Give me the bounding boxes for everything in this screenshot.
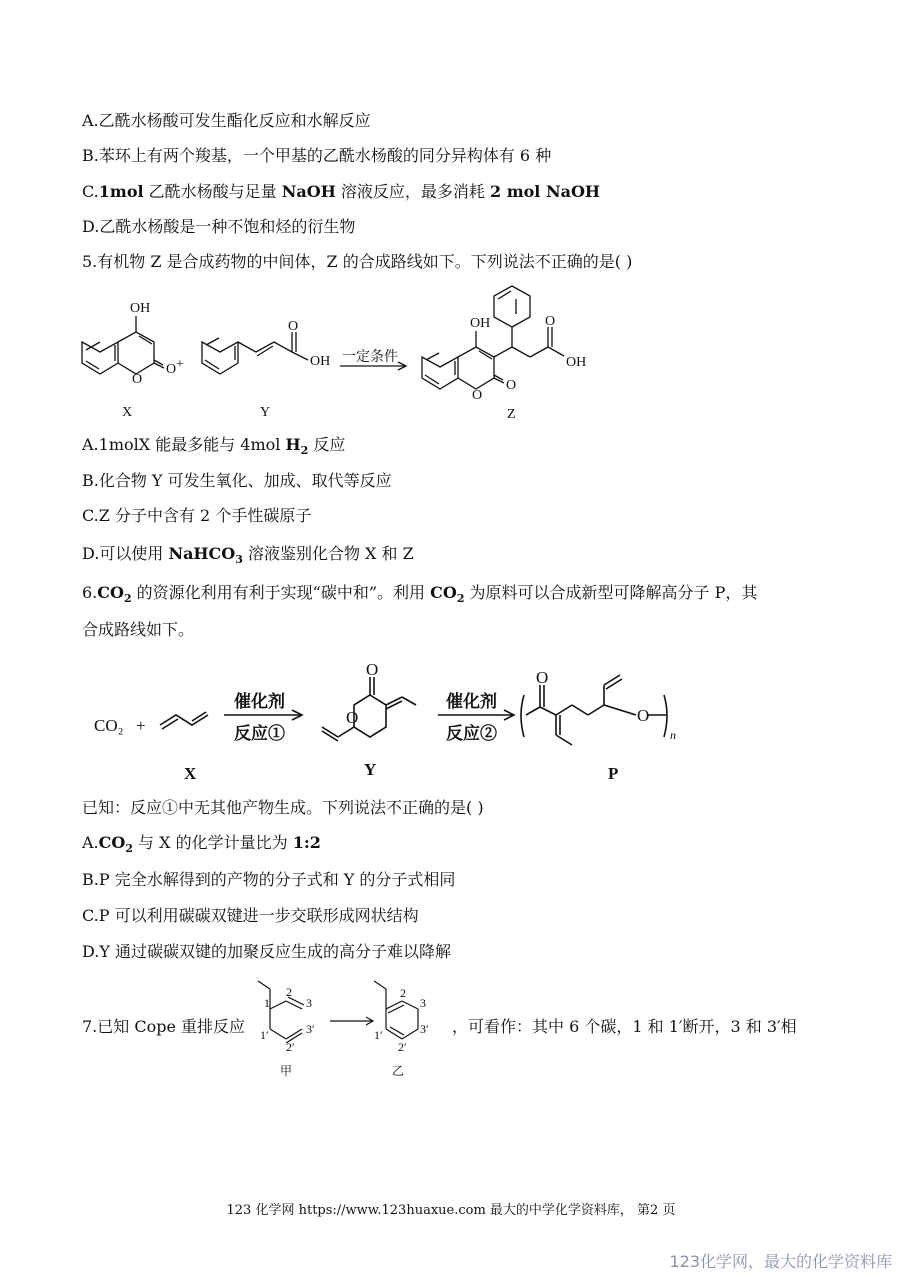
q4-option-d: D.乙酰水杨酸是一种不饱和烃的衍生物 [82, 217, 356, 236]
q5-a-post: 反应 [308, 435, 346, 454]
q4-option-a: A.乙酰水杨酸可发生酯化反应和水解反应 [82, 111, 371, 130]
q4-c-naoh: NaOH [281, 182, 336, 201]
watermark: 123化学网，最大的化学资料库 [669, 1252, 892, 1271]
co2-label: CO₂ [94, 716, 124, 735]
q5-option-d [82, 543, 414, 571]
x-ring-o: O [132, 372, 143, 387]
q5-option-a [82, 434, 345, 462]
q4-c-mid: 乙酰水杨酸与足量 [143, 182, 282, 201]
q6-a-co2: CO [98, 833, 126, 852]
label-yi: 乙 [392, 1064, 405, 1078]
plus-sign: + [136, 716, 146, 735]
q6-option-d: D.Y 通过碳碳双键的加聚反应生成的高分子难以降解 [82, 942, 451, 961]
right-n3p: 3′ [420, 1022, 429, 1036]
q6-co2-b: CO [430, 583, 457, 602]
q6-a-ratio: 1:2 [292, 833, 321, 852]
y-oh-label: OH [310, 354, 331, 369]
y-carbonyl-o: O [288, 319, 299, 334]
q6-a-mid: 与 X 的化学计量比为 [132, 833, 293, 852]
label-jia: 甲 [280, 1064, 293, 1078]
p-ether-o: O [637, 706, 650, 725]
right-n3: 3 [420, 996, 426, 1010]
q4-option-b: B.苯环上有两个羧基，一个甲基的乙酰水杨酸的同分异构体有 6 种 [82, 146, 552, 165]
y-ring-o: O [346, 708, 359, 727]
q5-option-b: B.化合物 Y 可发生氧化、加成、取代等反应 [82, 471, 392, 490]
right-n2p: 2′ [398, 1040, 407, 1054]
q6-co2-b-sub: 2 [456, 592, 465, 606]
q7-stem-pre: 7.已知 Cope 重排反应 [82, 1017, 246, 1036]
q6-known: 已知：反应①中无其他产物生成。下列说法不正确的是( ) [82, 798, 484, 817]
plus-sign: + [176, 357, 184, 372]
label-y: Y [364, 760, 377, 779]
q5-d-sub: 3 [235, 553, 243, 567]
q4-c-mid2: 溶液反应，最多消耗 [335, 182, 490, 201]
q6-option-b: B.P 完全水解得到的产物的分子式和 Y 的分子式相同 [82, 870, 456, 889]
left-n3: 3 [306, 996, 312, 1010]
reaction-condition: 一定条件 [342, 350, 398, 365]
q6-a-sub: 2 [125, 842, 133, 856]
q6-stem-line2: 合成路线如下。 [82, 620, 195, 639]
q7-cope-scheme [250, 975, 450, 1085]
label-x: X [184, 764, 197, 783]
q6-option-c: C.P 可以利用碳碳双键进一步交联形成网状结构 [82, 906, 419, 925]
label-p: P [608, 764, 619, 783]
q4-c-mol: 1mol [98, 182, 144, 201]
q7-stem-post: ，可看作：其中 6 个碳，1 和 1′断开，3 和 3′相 [452, 1017, 797, 1036]
q5-reaction-scheme [70, 282, 630, 422]
catalyst-1: 催化剂 [234, 692, 285, 711]
left-n1p: 1′ [260, 1028, 269, 1042]
q5-stem: 5.有机物 Z 是合成药物的中间体，Z 的合成路线如下。下列说法不正确的是( ) [82, 252, 633, 271]
q6-co2-a-sub: 2 [123, 592, 132, 606]
reaction-1: 反应① [234, 724, 285, 743]
label-x: X [122, 405, 133, 420]
page-footer: 123 化学网 https://www.123huaxue.com 最大的中学化学资料库， 第2 页 [226, 1203, 676, 1218]
right-n1p: 1′ [374, 1028, 383, 1042]
q5-d-chem: NaHCO [168, 544, 236, 563]
left-n2p: 2′ [286, 1040, 295, 1054]
q6-stem-line1 [82, 582, 757, 610]
label-z: Z [507, 407, 516, 422]
left-n1: 1 [264, 996, 270, 1010]
q6-num: 6. [82, 583, 98, 602]
q5-d-pre: D.可以使用 [82, 544, 169, 563]
q4-c-prefix: C. [82, 182, 99, 201]
left-n2: 2 [286, 985, 292, 999]
z-acid-oh: OH [566, 355, 587, 370]
y-carbonyl-o: O [366, 660, 379, 679]
q5-option-c: C.Z 分子中含有 2 个手性碳原子 [82, 506, 312, 525]
q4-option-c [82, 181, 600, 203]
repeat-n: n [670, 728, 676, 742]
z-carbonyl-o: O [506, 378, 517, 393]
catalyst-2: 催化剂 [446, 692, 497, 711]
q5-a-h: H [285, 435, 301, 454]
x-oh-label: OH [130, 301, 151, 316]
reaction-2: 反应② [446, 724, 497, 743]
q6-l1-mid: 的资源化利用有利于实现“碳中和”。利用 [131, 583, 431, 602]
q6-l1-post: 为原料可以合成新型可降解高分子 P，其 [464, 583, 758, 602]
q5-a-text: A.1molX 能最多能与 4mol [82, 435, 286, 454]
right-n2: 2 [400, 986, 406, 1000]
q6-co2-a: CO [97, 583, 124, 602]
left-n3p: 3′ [306, 1022, 315, 1036]
q5-a-sub: 2 [300, 444, 309, 458]
p-carbonyl-o: O [536, 668, 549, 687]
label-y: Y [260, 405, 271, 420]
z-ring-o: O [472, 388, 483, 403]
q4-c-naoh-amount: 2 mol NaOH [490, 182, 600, 201]
z-acid-o: O [545, 314, 556, 329]
q6-option-a [82, 832, 321, 860]
q5-d-post: 溶液鉴别化合物 X 和 Z [242, 544, 414, 563]
z-oh-label: OH [470, 316, 491, 331]
x-carbonyl-o: O [166, 362, 177, 377]
q6-synthesis-scheme [88, 655, 708, 785]
q6-a-pre: A. [82, 833, 99, 852]
